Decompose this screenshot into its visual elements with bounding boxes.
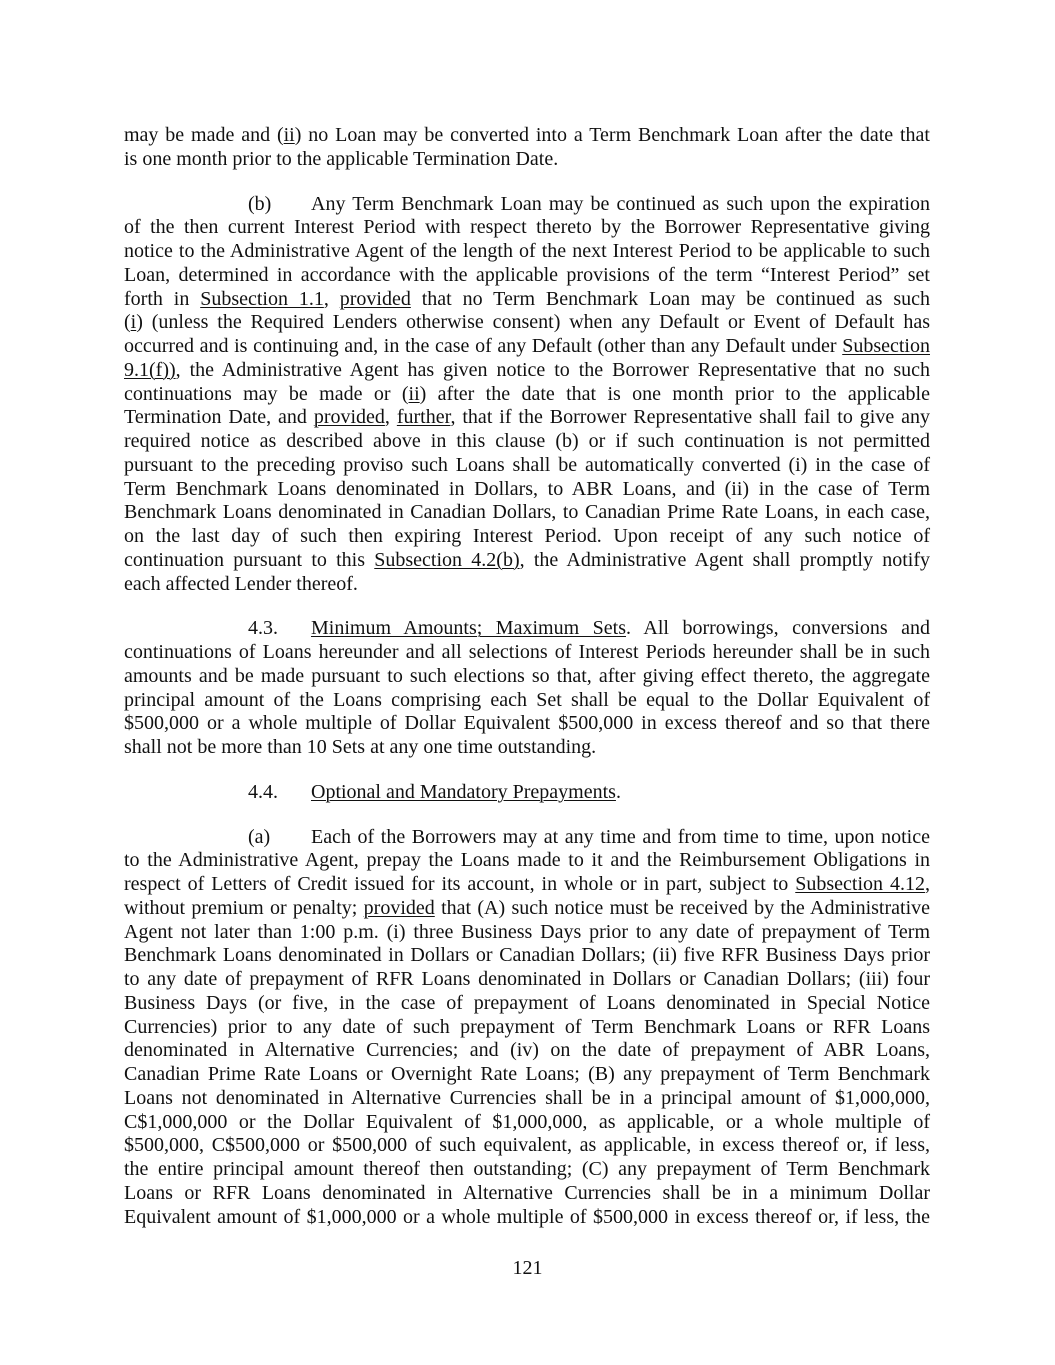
text-segment: of the then current Interest Period with respect thereto by the Borrower Representative giving bbox=[124, 216, 930, 239]
text-line bbox=[124, 148, 930, 172]
text-line bbox=[124, 873, 930, 897]
text-segment: to any date of prepayment of RFR Loans denominated in Dollars or Canadian Dollars; (iii) four bbox=[124, 968, 930, 990]
text-line bbox=[124, 478, 930, 502]
text-line bbox=[124, 359, 930, 383]
text-segment: Loans not denominated in Alternative Currencies shall be in a principal amount of $1,000,000, bbox=[124, 1086, 930, 1109]
text-segment: forth in bbox=[124, 287, 201, 310]
text-segment: $500,000, C$500,000 or $500,000 of such equivalent, as applicable, in excess thereof or, if less, bbox=[124, 1134, 930, 1157]
text-segment: Loans or RFR Loans denominated in Alternative Currencies shall be in a minimum Dollar bbox=[124, 1181, 930, 1204]
section-label: (a) bbox=[248, 825, 271, 848]
text-line bbox=[124, 665, 930, 689]
text-segment: Termination Date, and bbox=[124, 406, 314, 429]
cross-reference: Optional and Mandatory Prepayments bbox=[311, 780, 616, 803]
text-segment: Equivalent amount of $1,000,000 or a whole multiple of $500,000 in excess thereof or, if less, the bbox=[124, 1205, 930, 1228]
text-segment: on the last day of such then expiring Interest Period. Upon receipt of any such notice of bbox=[124, 525, 930, 547]
text-segment: . bbox=[615, 780, 621, 803]
text-segment: $500,000 or a whole multiple of Dollar Equivalent $500,000 in excess thereof and so that there bbox=[124, 712, 930, 735]
text-line bbox=[124, 992, 930, 1016]
text-line bbox=[124, 897, 930, 921]
text-segment: ) (unless the Required Lenders otherwise consent) when any Default or Event of Default has bbox=[136, 311, 930, 334]
text-segment: respect of Letters of Credit issued for its account, in whole or in part, subject to bbox=[124, 873, 796, 895]
text-line bbox=[124, 383, 930, 407]
cross-reference: ii bbox=[283, 124, 295, 146]
text-segment: , the Administrative Agent shall promptly notify bbox=[519, 548, 931, 571]
section-label: 4.3. bbox=[248, 617, 278, 640]
cross-reference: Subsection 4.2(b) bbox=[374, 548, 520, 571]
cross-reference: further bbox=[396, 406, 451, 429]
text-segment: required notice as described above in this clause (b) or if such continuation is not permitted bbox=[124, 430, 930, 452]
cross-reference: provided bbox=[313, 406, 385, 429]
cross-reference: Subsection bbox=[842, 335, 930, 357]
text-line bbox=[124, 573, 930, 597]
text-line bbox=[124, 264, 930, 288]
text-segment: Loan, determined in accordance with the applicable provisions of the term “Interest Period” set bbox=[124, 263, 930, 286]
text-segment: continuations may be made or ( bbox=[124, 382, 409, 405]
text-segment: ) no Loan may be converted into a Term Benchmark Loan after the date that bbox=[294, 124, 930, 146]
text-segment: Agent not later than 1:00 p.m. (i) three Business Days prior to any date of prepayment of Term bbox=[124, 920, 930, 943]
text-segment: denominated in Alternative Currencies; and (iv) on the date of prepayment of ABR Loans, bbox=[124, 1039, 930, 1062]
text-segment: ( bbox=[124, 311, 131, 334]
paragraph-4-4-a bbox=[124, 826, 930, 1230]
paragraph-4-3 bbox=[124, 617, 930, 760]
text-line bbox=[124, 124, 930, 148]
text-line bbox=[124, 240, 930, 264]
text-segment: amounts and be made pursuant to such elections so that, after giving effect thereto, the aggregate bbox=[124, 664, 930, 687]
text-segment: Term Benchmark Loans denominated in Dollars, to ABR Loans, and (ii) in the case of Term bbox=[124, 477, 930, 500]
text-line bbox=[124, 736, 930, 760]
text-line bbox=[124, 781, 930, 805]
text-segment: Each of the Borrowers may at any time and from time to time, upon notice bbox=[311, 825, 930, 848]
text-line bbox=[124, 454, 930, 478]
text-line bbox=[124, 689, 930, 713]
paragraph-continuation bbox=[124, 124, 930, 172]
text-line bbox=[124, 501, 930, 525]
text-segment: ) after the date that is one month prior to the applicable bbox=[419, 382, 930, 405]
paragraph-4-2-b bbox=[124, 193, 930, 597]
text-line bbox=[124, 1158, 930, 1182]
text-segment: C$1,000,000 or the Dollar Equivalent of $1,000,000, as applicable, or a whole multiple of bbox=[124, 1110, 930, 1133]
text-segment: shall not be more than 10 Sets at any one time outstanding. bbox=[124, 736, 597, 758]
text-line bbox=[124, 193, 930, 217]
text-segment: is one month prior to the applicable Termination Date. bbox=[124, 147, 559, 170]
cross-reference: Subsection 4.12 bbox=[795, 873, 926, 895]
cross-reference: provided bbox=[363, 896, 435, 919]
text-segment: may be made and ( bbox=[124, 124, 284, 146]
text-line bbox=[124, 944, 930, 968]
text-segment: pursuant to the preceding proviso such Loans shall be automatically converted (i) in the case of bbox=[124, 453, 930, 476]
text-segment: Canadian Prime Rate Loans or Overnight Rate Loans; (B) any prepayment of Term Benchmark bbox=[124, 1063, 930, 1085]
text-segment: Any Term Benchmark Loan may be continued as such upon the expiration bbox=[311, 192, 930, 215]
text-line bbox=[124, 216, 930, 240]
text-line bbox=[124, 525, 930, 549]
text-line bbox=[124, 549, 930, 573]
section-label: (b) bbox=[248, 192, 272, 215]
text-segment: that no Term Benchmark Loan may be continued as such bbox=[410, 287, 930, 310]
page-number: 121 bbox=[512, 1257, 543, 1280]
text-segment: Currencies) prior to any date of such prepayment of Term Benchmark Loans or RFR Loans bbox=[124, 1015, 930, 1038]
text-segment: Business Days (or five, in the case of prepayment of Loans denominated in Special Notice bbox=[124, 991, 930, 1014]
text-line bbox=[124, 641, 930, 665]
text-line bbox=[124, 968, 930, 992]
text-line bbox=[124, 1039, 930, 1063]
cross-reference: i bbox=[130, 311, 137, 334]
text-line bbox=[124, 1016, 930, 1040]
text-segment: , bbox=[384, 406, 397, 429]
text-segment: notice to the Administrative Agent of the length of the next Interest Period to be applicable to such bbox=[124, 240, 930, 262]
text-line bbox=[124, 335, 930, 359]
text-line bbox=[124, 1087, 930, 1111]
text-segment: . All borrowings, conversions and bbox=[626, 617, 930, 640]
text-segment: the entire principal amount thereof then outstanding; (C) any prepayment of Term Benchmark bbox=[124, 1158, 930, 1180]
text-line bbox=[124, 406, 930, 430]
text-line bbox=[124, 617, 930, 641]
text-segment: to the Administrative Agent, prepay the Loans made to it and the Reimbursement Obligations in bbox=[124, 849, 930, 872]
text-segment: occurred and is continuing and, in the case of any Default (other than any Default under bbox=[124, 335, 843, 357]
heading-4-4 bbox=[124, 781, 930, 805]
text-segment: , that if the Borrower Representative shall fail to give any bbox=[450, 406, 930, 429]
text-line bbox=[124, 1206, 930, 1230]
text-line bbox=[124, 288, 930, 312]
text-segment: principal amount of the Loans comprising each Set shall be equal to the Dollar Equivalent of bbox=[124, 688, 930, 711]
text-segment: without premium or penalty; bbox=[124, 896, 364, 919]
section-label: 4.4. bbox=[248, 780, 278, 803]
text-line bbox=[124, 826, 930, 850]
text-line bbox=[124, 921, 930, 945]
text-line bbox=[124, 712, 930, 736]
text-line bbox=[124, 849, 930, 873]
cross-reference: 9.1(f)) bbox=[124, 358, 176, 381]
text-segment: , bbox=[323, 287, 340, 310]
text-segment: Benchmark Loans denominated in Dollars or Canadian Dollars; (ii) five RFR Business Days prior bbox=[124, 944, 930, 967]
text-line bbox=[124, 1111, 930, 1135]
text-line bbox=[124, 1182, 930, 1206]
cross-reference: provided bbox=[339, 287, 411, 310]
text-line bbox=[124, 311, 930, 335]
text-line bbox=[124, 1063, 930, 1087]
text-segment: continuation pursuant to this bbox=[124, 548, 375, 571]
cross-reference: ii bbox=[408, 382, 420, 405]
cross-reference: Minimum Amounts; Maximum Sets bbox=[311, 617, 626, 640]
text-line bbox=[124, 430, 930, 454]
cross-reference: Subsection 1.1 bbox=[200, 287, 324, 310]
text-segment: Benchmark Loans denominated in Canadian Dollars, to Canadian Prime Rate Loans, in each case, bbox=[124, 501, 930, 524]
text-segment: each affected Lender thereof. bbox=[124, 572, 358, 595]
text-segment: that (A) such notice must be received by the Administrative bbox=[434, 896, 931, 919]
text-segment: continuations of Loans hereunder and all selections of Interest Periods hereunder shall be in such bbox=[124, 641, 930, 663]
text-line bbox=[124, 1134, 930, 1158]
text-segment: , the Administrative Agent has given notice to the Borrower Representative that no such bbox=[175, 358, 930, 381]
text-segment: , bbox=[925, 873, 931, 895]
